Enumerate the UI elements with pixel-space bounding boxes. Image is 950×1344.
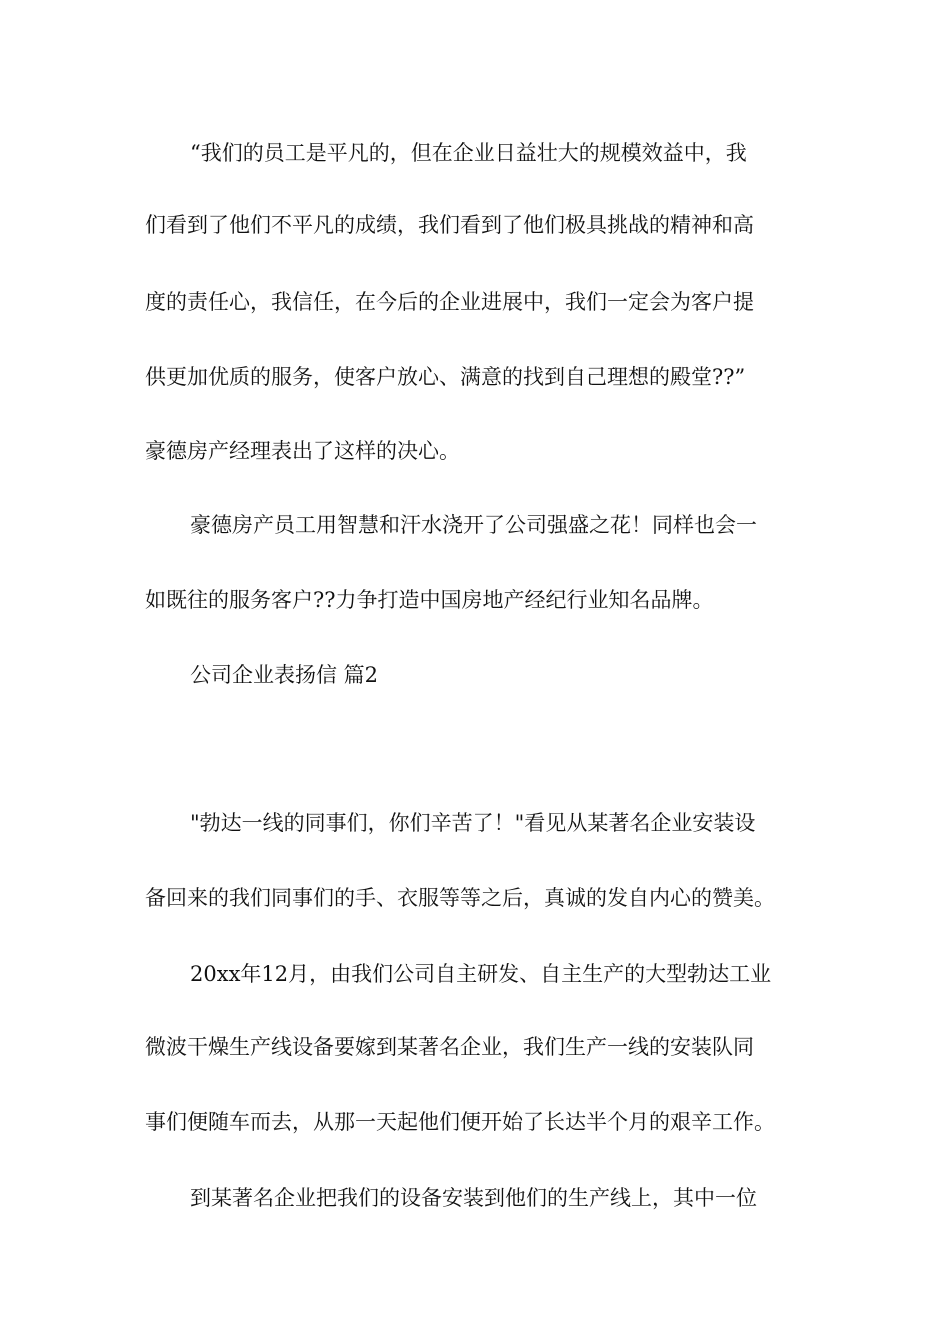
- line-text: 事们便随车而去，从那一天起他们便开始了长达半个月的艰辛工作。: [145, 1110, 775, 1134]
- line-text: 度的责任心，我信任，在今后的企业进展中，我们一定会为客户提: [145, 290, 754, 314]
- paragraph-line: [0, 803, 950, 843]
- paragraph-line: [0, 1027, 950, 1067]
- line-text: 供更加优质的服务，使客户放心、满意的找到自己理想的殿堂??”: [145, 365, 746, 389]
- paragraph-line: [0, 580, 950, 620]
- line-text: 20xx年12月，由我们公司自主研发、自主生产的大型勃达工业: [190, 962, 772, 986]
- paragraph-line: [0, 878, 950, 918]
- paragraph-line: [0, 357, 950, 397]
- paragraph-line: [0, 282, 950, 322]
- line-text: 到某著名企业把我们的设备安装到他们的生产线上，其中一位: [190, 1186, 757, 1210]
- line-text: 们看到了他们不平凡的成绩，我们看到了他们极具挑战的精神和高: [145, 213, 754, 237]
- line-text: “我们的员工是平凡的，但在企业日益壮大的规模效益中，我: [190, 141, 747, 165]
- heading-text: 公司企业表扬信 篇2: [190, 663, 379, 687]
- line-text: 微波干燥生产线设备要嫁到某著名企业，我们生产一线的安装队同: [145, 1035, 754, 1059]
- paragraph-line: [0, 505, 950, 545]
- line-text: 豪德房产经理表出了这样的决心。: [145, 439, 460, 463]
- paragraph-line: [0, 1178, 950, 1218]
- section-heading: [0, 655, 950, 695]
- paragraph-line: [0, 205, 950, 245]
- paragraph-line: [0, 954, 950, 994]
- line-text: 备回来的我们同事们的手、衣服等等之后，真诚的发自内心的赞美。: [145, 886, 775, 910]
- line-text: 豪德房产员工用智慧和汗水浇开了公司强盛之花！同样也会一: [190, 513, 757, 537]
- paragraph-line: [0, 431, 950, 471]
- line-text: 如既往的服务客户??力争打造中国房地产经纪行业知名品牌。: [145, 588, 714, 612]
- paragraph-line: [0, 1102, 950, 1142]
- line-text: "勃达一线的同事们，你们辛苦了！"看见从某著名企业安装设: [190, 811, 756, 835]
- paragraph-line: [0, 133, 950, 173]
